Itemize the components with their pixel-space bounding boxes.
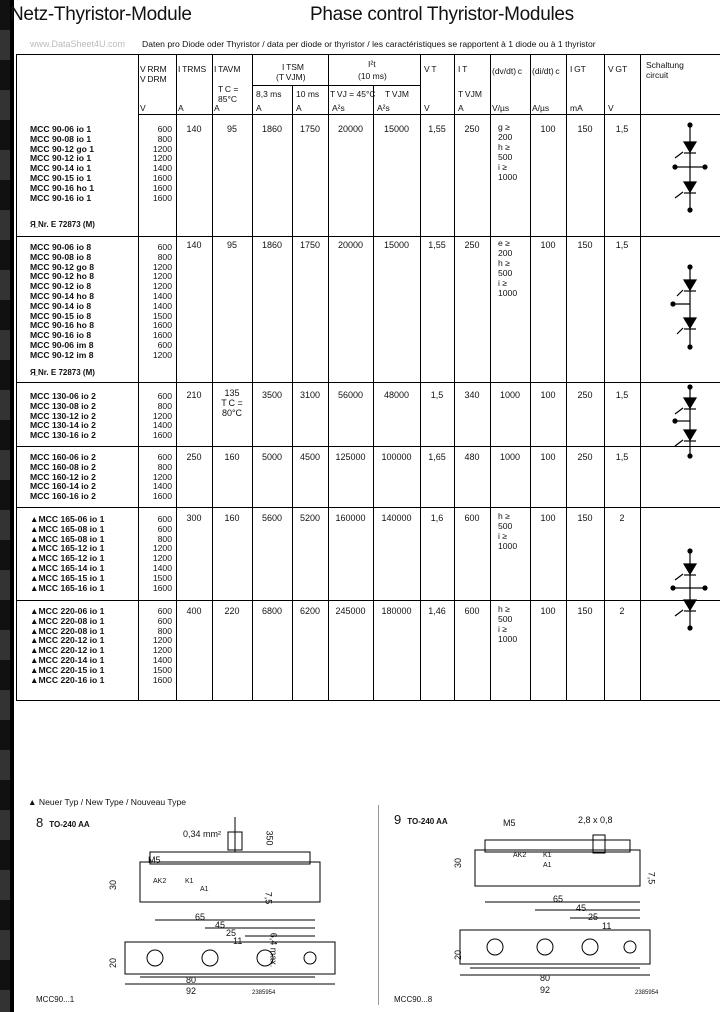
new-type-legend: ▲ Neuer Typ / New Type / Nouveau Type [28,797,187,807]
group-2-voltages: 600 800 1200 1200 1200 1400 1400 1500 1600 1600 600 1200 [152,242,172,360]
group-5-itavm: 160 [224,513,240,523]
figure-9-footer: MCC90...8 [394,995,433,1004]
group-2-didt: 100 [540,240,556,250]
ul-icon: Я̲ [30,368,38,377]
fig8-label-ak2: AK2 [153,878,167,885]
group-2-models: MCC 90-06 io 8 MCC 90-08 io 8 MCC 90-12 go 8 MCC 90-12 ho 8 MCC 90-12 io 8 MCC 90-14 ho 8 MCC 90-14 io 8 MCC 90-15 io 8 MCC 90-16 ho 8 MCC 90-16 io 8 MCC 90-06 im 8 MCC 90-12 im 8 [30,242,94,360]
col-header-tc-value: 85°C [218,94,237,104]
unit-a2s2: A²s [377,103,390,113]
group-5-dvdt: h ≥ 500 i ≥ 1000 [498,511,518,551]
unit-aus: A/µs [532,103,550,113]
fig8-dim-6-4: 6,4 max. [268,932,279,968]
col-header-10ms: 10 ms [296,89,320,99]
col-line-10 [490,55,491,700]
group-3-voltages: 600 800 1200 1400 1600 [152,391,172,441]
group-6-itrms: 400 [186,606,202,616]
table-top-rule [16,54,720,55]
col-line-2 [176,55,177,700]
group-2-recognized-text: Nr. E 72873 (M) [37,368,95,377]
binder-edge-line [10,0,14,1012]
group-5-itsm10: 5200 [299,513,321,523]
col-header-tvj45: T VJ = 45°C [330,89,376,99]
group-3-itavm-value: 135 [224,388,240,398]
group-1-igt: 150 [577,124,593,134]
col-line-12 [566,55,567,700]
group-6-i2tvjm: 180000 [381,606,412,616]
group-6-itsm83: 6800 [261,606,283,616]
group-rule-3 [16,446,720,447]
group-6-vt: 1,46 [428,606,446,616]
unit-a5: A [458,103,464,113]
fig8-dim-wire: 0,34 mm² [183,829,222,839]
group-rule-1 [16,236,720,237]
circuit-schematic-2 [655,262,717,352]
group-4-it: 480 [464,452,480,462]
col-line-4 [252,55,253,700]
fig9-drawing-code: 2385954 [635,990,659,996]
circuit-schematic-4 [655,548,717,633]
group-6-voltages: 600 600 800 1200 1200 1400 1500 1600 [152,606,172,685]
group-4-itsm10: 4500 [299,452,321,462]
group-1-didt: 100 [540,124,556,134]
group-3-igt: 250 [577,390,593,400]
fig8-dim-11: 11 [233,936,243,946]
title-english: Phase control Thyristor-Modules [310,4,574,25]
group-3-tc: T C = 80°C [221,398,243,418]
group-3-i2tvjm: 48000 [383,390,410,400]
group-1-voltages: 600 800 1200 1200 1400 1600 1600 1600 [152,124,172,203]
fig9-label-k1: K1 [543,852,552,859]
unit-v3: V [608,103,614,113]
group-6-igt: 150 [577,606,593,616]
group-5-i2t45: 160000 [335,513,366,523]
col-header-tc: T C = [218,84,239,94]
table-bottom-rule [16,700,720,701]
group-6-models: ▲MCC 220-06 io 1 ▲MCC 220-08 io 1 ▲MCC 220-08 io 1 ▲MCC 220-12 io 1 ▲MCC 220-12 io 1 ▲MCC 220-14 io 1 ▲MCC 220-15 io 1 ▲MCC 220-16 io 1 [30,606,105,685]
group-3-itrms: 210 [186,390,202,400]
col-header-circuit: circuit [646,70,669,80]
group-5-vgt: 2 [619,513,625,523]
group-3-models: MCC 130-06 io 2 MCC 130-08 io 2 MCC 130-12 io 2 MCC 130-14 io 2 MCC 130-16 io 2 [30,391,96,441]
figure-8-number: 8 [36,815,44,830]
group-2-dvdt: e ≥ 200 h ≥ 500 i ≥ 1000 [498,238,518,298]
col-header-didt: (di/dt) c [532,66,560,76]
group-6-vgt: 2 [619,606,625,616]
fig8-dim-65: 65 [195,912,206,922]
group-rule-4 [16,507,720,508]
group-1-models: MCC 90-06 io 1 MCC 90-08 io 1 MCC 90-12 go 1 MCC 90-12 io 1 MCC 90-14 io 1 MCC 90-15 io 1 MCC 90-16 ho 1 MCC 90-16 io 1 [30,124,94,203]
unit-a2s1: A²s [332,103,345,113]
col-header-tvjm: (T VJM) [276,72,306,82]
group-4-itavm: 160 [224,452,240,462]
group-1-itsm10: 1750 [299,124,321,134]
group-5-itsm83: 5600 [261,513,283,523]
col-header-itsm: I TSM [282,62,305,72]
group-1-it: 250 [464,124,480,134]
fig8-dim-20: 20 [108,957,119,969]
group-1-i2t45: 20000 [337,124,364,134]
figure-9-number: 9 [394,812,402,827]
group-rule-2 [16,382,720,383]
group-5-models: ▲MCC 165-06 io 1 ▲MCC 165-08 io 1 ▲MCC 165-08 io 1 ▲MCC 165-12 io 1 ▲MCC 165-12 io 1 ▲MCC 165-14 io 1 ▲MCC 165-15 io 1 ▲MCC 165-16 io 1 [30,514,105,593]
group-6-dvdt: h ≥ 500 i ≥ 1000 [498,604,518,644]
col-line-9 [454,55,455,700]
fig9-label-ak2: AK2 [513,852,527,859]
group-5-i2tvjm: 140000 [381,513,412,523]
group-4-dvdt: 1000 [499,452,521,462]
figure-8-footer: MCC90...1 [36,995,75,1004]
fig9-dim-7-5: 7,5 [646,871,657,885]
ul-icon: Я̲ [30,220,38,229]
group-2-i2tvjm: 15000 [383,240,410,250]
group-4-didt: 100 [540,452,556,462]
col-header-tvjm2: T VJM [385,89,409,99]
fig8-dim-25: 25 [226,928,237,938]
group-2-i2t45: 20000 [337,240,364,250]
unit-v2: V [424,103,430,113]
figure-divider [378,805,379,1005]
col-line-8 [420,55,421,700]
col-header-vt: V T [424,64,437,74]
group-3-itavm [212,388,252,418]
table-subtitle: Daten pro Diode oder Thyristor / data per diode or thyristor / les caractéristiques se rapportent à 1 diode ou à 1 thyristor [142,39,596,49]
col-header-i2t: I²t [368,59,376,69]
group-6-itavm: 220 [224,606,240,616]
unit-ma: mA [570,103,583,113]
group-6-itsm10: 6200 [299,606,321,616]
group-1-itsm83: 1860 [261,124,283,134]
group-1-itavm: 95 [226,124,237,134]
group-3-dvdt: 1000 [499,390,521,400]
unit-v: V [140,103,146,113]
group-4-models: MCC 160-06 io 2 MCC 160-08 io 2 MCC 160-12 io 2 MCC 160-14 io 2 MCC 160-16 io 2 [30,452,96,502]
group-5-itrms: 300 [186,513,202,523]
group-3-itsm83: 3500 [261,390,283,400]
col-header-vrrm: V RRM [140,64,167,74]
watermark: www.DataSheet4U.com [30,39,126,49]
fig9-dim-20: 20 [453,949,464,961]
fig9-dim-25: 25 [588,912,599,922]
units-rule [138,114,720,115]
unit-a1: A [178,103,184,113]
group-1-dvdt: g ≥ 200 h ≥ 500 i ≥ 1000 [498,122,518,182]
group-2-it: 250 [464,240,480,250]
group-3-itsm10: 3100 [299,390,321,400]
itsm-sub-rule [252,85,328,86]
unit-a4: A [296,103,302,113]
col-header-dvdt: (dv/dt) c [492,66,523,76]
fig9-dim-2-8x0-8: 2,8 x 0,8 [578,815,613,825]
group-2-igt: 150 [577,240,593,250]
figure-9-title [394,812,448,827]
group-3-didt: 100 [540,390,556,400]
group-3-i2t45: 56000 [337,390,364,400]
col-header-i2t-10ms: (10 ms) [358,71,387,81]
figure-8-package: TO-240 AA [49,820,90,829]
fig8-dim-m5: M5 [148,855,161,865]
fig9-dim-m5: M5 [503,818,516,828]
group-1-ul-recognized [30,220,95,229]
col-header-schaltung: Schaltung [646,60,684,70]
figure-9-package: TO-240 AA [407,817,448,826]
group-3-it: 340 [464,390,480,400]
binder-edge [0,0,10,1012]
group-2-itsm83: 1860 [261,240,283,250]
group-3-vt: 1,5 [430,390,444,400]
fig8-label-a1: A1 [200,886,209,893]
figure-9-package-drawing [445,830,675,1000]
circuit-schematic-1 [655,120,717,215]
group-1-recognized-text: Nr. E 72873 (M) [37,220,95,229]
col-line-14 [640,55,641,700]
fig8-drawing-code: 2385954 [252,990,276,996]
title-german: Netz-Thyristor-Module [10,4,192,25]
col-header-itrms: I TRMS [178,64,207,74]
col-header-it: I T [458,64,468,74]
circuit-schematic-3 [655,384,717,459]
col-header-8-3ms: 8,3 ms [256,89,282,99]
group-1-i2tvjm: 15000 [383,124,410,134]
group-5-didt: 100 [540,513,556,523]
col-line-11 [530,55,531,700]
fig8-label-k1: K1 [185,878,194,885]
unit-a2: A [214,103,220,113]
group-2-ul-recognized [30,368,95,377]
col-line-13 [604,55,605,700]
group-2-itavm: 95 [226,240,237,250]
group-5-voltages: 600 600 800 1200 1200 1400 1500 1600 [152,514,172,593]
unit-a3: A [256,103,262,113]
fig9-dim-80: 80 [540,973,551,983]
group-5-igt: 150 [577,513,593,523]
group-3-vgt: 1,5 [615,390,629,400]
group-4-i2tvjm: 100000 [381,452,412,462]
group-2-vgt: 1,5 [615,240,629,250]
group-1-vgt: 1,5 [615,124,629,134]
group-6-it: 600 [464,606,480,616]
col-header-tvjm3: T VJM [458,89,482,99]
fig9-dim-65: 65 [553,894,564,904]
fig9-label-a1: A1 [543,862,552,869]
fig8-dim-30: 30 [108,879,119,891]
fig9-dim-92: 92 [540,985,551,995]
group-4-vt: 1,65 [428,452,446,462]
group-4-itrms: 250 [186,452,202,462]
group-4-igt: 250 [577,452,593,462]
col-line-3 [212,55,213,700]
unit-vus: V/µs [492,103,510,113]
col-header-itavm: I TAVM [214,64,241,74]
group-4-itsm83: 5000 [261,452,283,462]
group-4-voltages: 600 800 1200 1400 1600 [152,452,172,502]
fig8-dim-92: 92 [186,986,197,996]
fig8-dim-45: 45 [215,920,226,930]
group-rule-5 [16,600,720,601]
group-2-itrms: 140 [186,240,202,250]
col-header-vdrm: V DRM [140,74,167,84]
group-2-itsm10: 1750 [299,240,321,250]
group-1-vt: 1,55 [428,124,446,134]
group-5-it: 600 [464,513,480,523]
group-4-vgt: 1,5 [615,452,629,462]
fig8-dim-80: 80 [186,975,197,985]
group-6-didt: 100 [540,606,556,616]
i2t-sub-rule [328,85,420,86]
fig9-dim-30: 30 [453,857,464,869]
col-line-0 [16,55,17,700]
figure-8-package-drawing [95,812,375,997]
group-6-i2t45: 245000 [335,606,366,616]
col-header-igt: I GT [570,64,586,74]
fig8-dim-7-5: 7,5 [263,891,274,905]
fig9-dim-11: 11 [602,921,612,931]
col-line-6 [328,55,329,700]
group-5-vt: 1,6 [430,513,444,523]
group-1-itrms: 140 [186,124,202,134]
figure-8-title [36,815,90,830]
fig9-dim-45: 45 [576,903,587,913]
fig8-dim-350: 350 [264,830,275,846]
group-2-vt: 1,55 [428,240,446,250]
col-header-vgt: V GT [608,64,628,74]
group-4-i2t45: 125000 [335,452,366,462]
